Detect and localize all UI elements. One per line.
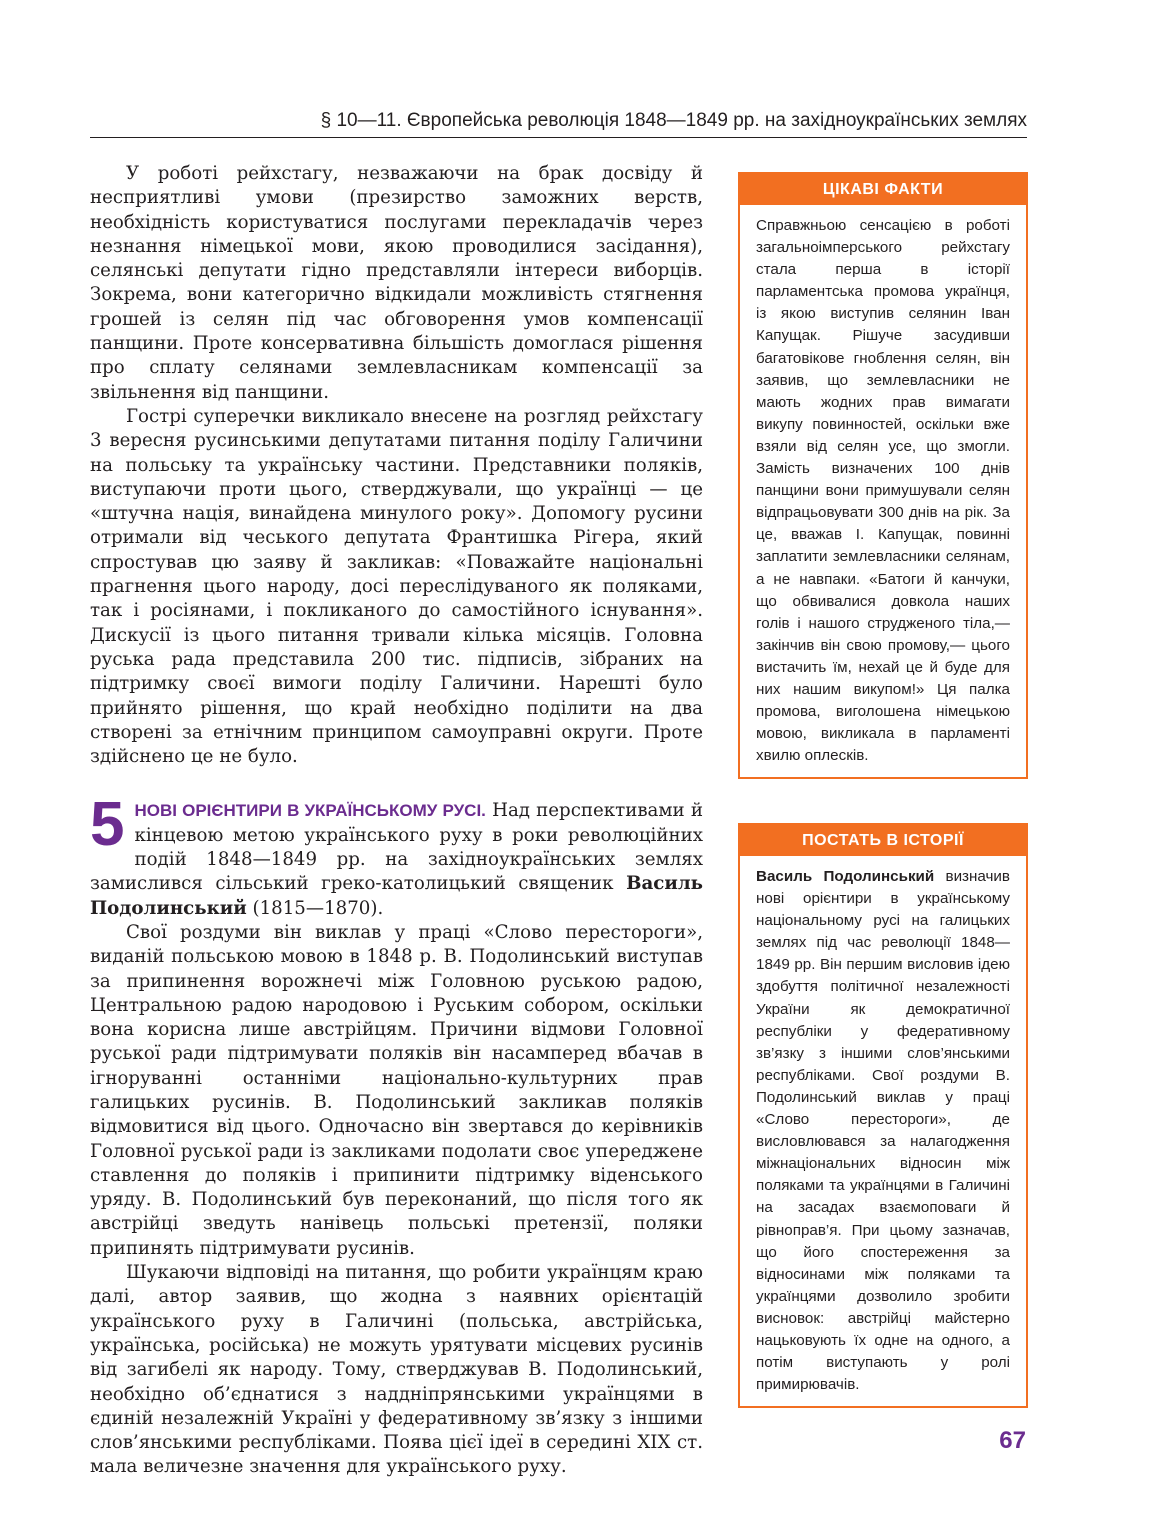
figure-in-history-heading: ПОСТАТЬ В ІСТОРІЇ (740, 825, 1026, 856)
main-text-column (90, 162, 703, 1480)
running-header: § 10—11. Європейська революція 1848—1849 рр. на західноукраїнських землях (320, 110, 1027, 131)
interesting-facts-heading: ЦІКАВІ ФАКТИ (740, 174, 1026, 205)
paragraph-slovo-perestorohy: Свої роздуми він виклав у праці «Слово перестороги», виданій польською мовою в 1848 р. В. Подолинський виступав за припинення ворожнечі між Головною руською радою, Центральною радою народовою і Руським собором, оскільки вона корисна лише австрійцям. Причини відмови Головної руської ради підтримувати поляків він насамперед вбачав в ігноруванні останніми національно-культурних прав галицьких русинів. В. Подолинський закликав поляків відмовитися від цього. Одночасно він звертався до керівників Головної руської ради із закликами подолати своє упереджене ставлення до поляків і припинити підтримку віденського уряду. В. Подолинський був переконаний, що після того як австрійці зведуть нанівець польські претензії, поляки припинять підтримувати русинів. (90, 921, 703, 1259)
paragraph-independence-idea: Шукаючи відповіді на питання, що робити українцям краю далі, автор заявив, що жодна з наявних орієнтацій українського руху в Галичині (польська, австрійська, українська, російська) не можуть урятувати місцевих русинів від загибелі як народу. Тому, стверджував В. Подолинський, необхідно об’єднатися з наддніпрянськими українцями в єдиній незалежній Україні у федеративному зв’язку з іншими слов’янськими республіками. Поява цієї ідеї в середині XIX ст. мала величезне значення для українського руху. (90, 1262, 703, 1478)
section-person-name: Василь Подолинський (90, 873, 703, 919)
section-title: НОВІ ОРІЄНТИРИ В УКРАЇНСЬКОМУ РУСІ. (134, 801, 486, 821)
page-number: 67 (999, 1427, 1026, 1454)
section-person-dates: (1815—1870). (246, 897, 384, 919)
figure-description: визначив нові орієнтири в українському національному русі на галицьких землях під час революції 1848—1849 рр. Він першим висловив ідею здобуття політичної незалежності України як демократичної республіки у федеративному зв’язку з іншими слов’янськими республіками. Свої роздуми В. Подолинський виклав у праці «Слово перестороги», де висловлювався за налагодження міжнаціональних відносин між поляками та українцями в Галичині на засадах взаємоповаги й рівноправ’я. При цьому зазначав, що його спостереження за відносинами між поляками та українцями дозволило зробити висновок: австрійці майстерно нацьковують їх одне на одного, а потім виступають у ролі примирювачів. (756, 868, 1010, 1394)
paragraph-reichstag-peasants: У роботі рейхстагу, незважаючи на брак досвіду й несприятливі умови (презирство заможних верств, необхідність користуватися послугами перекладачів через незнання німецької мови, якою проводилися засідання), селянські депутати гідно представляли інтереси виборців. Зокрема, вони категорично відкидали можливість стягнення грошей із селян під час обговорення умов компенсації панщини. Проте консервативна більшість домоглася рішення про сплату селянами землевласникам компенсації за звільнення від панщини. (90, 163, 703, 403)
section-5 (90, 790, 703, 920)
interesting-facts-text: Справжньою сенсацією в роботі загальноімперського рейхстагу стала перша в історії парламентська промова українця, із якою виступив селянин Іван Капущак. Рішуче засудивши багатовікове гноблення селян, він заявив, що землевласники не мають жодних прав вимагати викупу повинностей, оскільки вже взяли від селян усе, що змогли. Замість визначених 100 днів панщини вони примушували селян відпрацьовувати 300 днів на рік. За це, вважав І. Капущак, повинні заплатити землевласники селянам, а не навпаки. «Батоги й канчуки, що обвивалися довкола наших голів і нашого струдженого тіла,— закінчив він свою промову,— цього вистачить їм, нехай це й буде для них нашим викупом!» Ця палка промова, виголошена німецькою мовою, викликала в парламенті хвилю оплесків. (756, 217, 1010, 765)
section-number: 5 (90, 790, 125, 860)
paragraph-galicia-division: Гострі суперечки викликало внесене на розгляд рейхстагу 3 вересня русинськими депутатами питання поділу Галичини на польську та українську частини. Представники поляків, виступаючи проти цього, стверджували, що українці — це «штучна нація, винайдена минулого року». Допомогу русини отримали від чеського депутата Франтишка Рігера, який спростував цю заяву й закликав: «Поважайте національні прагнення цього народу, досі переслідуваного як поляками, так і росіянами, і покликаного до самостійного існування». Дискусії із цього питання тривали кілька місяців. Головна руська рада представила 200 тис. підписів, зібраних на підтримку своєї вимоги поділу Галичини. Нарешті було прийнято рішення, що край необхідно поділити на два створені за етнічним принципом самоуправні округи. Проте здійснено це не було. (90, 405, 703, 768)
figure-name: Василь Подолинський (756, 868, 935, 885)
interesting-facts-box (738, 172, 1028, 779)
section-intro-text: Над перспективами й кінцевою метою українського руху в роки революційних подій 1848—1849 рр. на західноукраїнських землях замислився сільський греко-католицький священик (90, 800, 703, 895)
figure-in-history-body (740, 856, 1026, 1406)
header-divider (90, 137, 1027, 138)
figure-in-history-box (738, 823, 1028, 1408)
section-intro-paragraph (90, 790, 703, 920)
